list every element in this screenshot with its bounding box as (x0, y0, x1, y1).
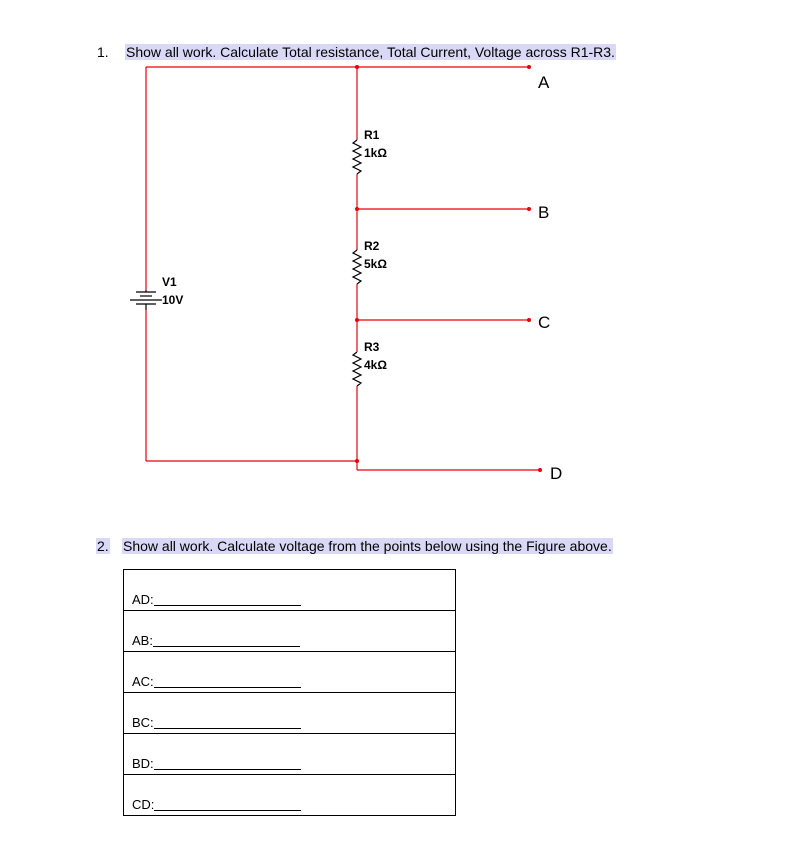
answer-label: CD: (132, 797, 155, 812)
answer-cell-bd[interactable] (124, 734, 456, 775)
answer-table (123, 569, 456, 816)
v1-name: V1 (162, 275, 177, 289)
junction-dot (355, 65, 359, 69)
circuit-wires (146, 67, 540, 470)
answer-label: BC: (132, 715, 154, 730)
answer-blank-line (153, 645, 300, 647)
r3-name: R3 (364, 340, 380, 354)
answer-cell-ab[interactable] (124, 611, 456, 652)
r1-name: R1 (364, 128, 380, 142)
v1-value: 10V (162, 293, 184, 307)
answer-cell-ac[interactable] (124, 652, 456, 693)
answer-label: BD: (132, 756, 154, 771)
answer-blank-line (154, 686, 301, 688)
answer-blank-line (154, 604, 301, 606)
junction-dot (355, 207, 359, 211)
node-b-label: B (538, 203, 550, 222)
battery-icon (130, 290, 162, 310)
table-row (124, 611, 456, 652)
junction-dot (355, 318, 359, 322)
junction-dot (355, 459, 359, 463)
table-row (124, 693, 456, 734)
answer-blank-line (154, 809, 301, 811)
node-c-label: C (538, 313, 551, 332)
question-1-number: 1. (97, 44, 109, 60)
answer-label: AB: (132, 633, 153, 648)
resistor-r2-icon (353, 250, 361, 284)
answer-label: AC: (132, 674, 154, 689)
resistor-r3-icon (353, 352, 361, 386)
question-1-text: Show all work. Calculate Total resistance, Total Current, Voltage across R1-R3. (126, 44, 615, 60)
r1-value: 1kΩ (364, 146, 387, 160)
answer-cell-ad[interactable] (124, 570, 456, 611)
r3-value: 4kΩ (364, 358, 387, 372)
table-row (124, 775, 456, 816)
answer-cell-cd[interactable] (124, 775, 456, 816)
terminal-dot-b (527, 207, 531, 211)
r2-value: 5kΩ (364, 257, 387, 271)
table-row (124, 570, 456, 611)
terminal-dot-d (538, 468, 542, 472)
question-2-number: 2. (97, 538, 109, 554)
answer-cell-bc[interactable] (124, 693, 456, 734)
table-row (124, 734, 456, 775)
answer-blank-line (154, 727, 301, 729)
answer-blank-line (154, 768, 301, 770)
node-d-label: D (550, 464, 563, 483)
terminal-dot-a (527, 65, 531, 69)
question-2-text: Show all work. Calculate voltage from the points below using the Figure above. (123, 538, 612, 554)
answer-label: AD: (132, 592, 154, 607)
node-a-label: A (538, 73, 550, 92)
table-row (124, 652, 456, 693)
r2-name: R2 (364, 239, 380, 253)
resistor-r1-icon (353, 140, 361, 174)
terminal-dot-c (527, 318, 531, 322)
